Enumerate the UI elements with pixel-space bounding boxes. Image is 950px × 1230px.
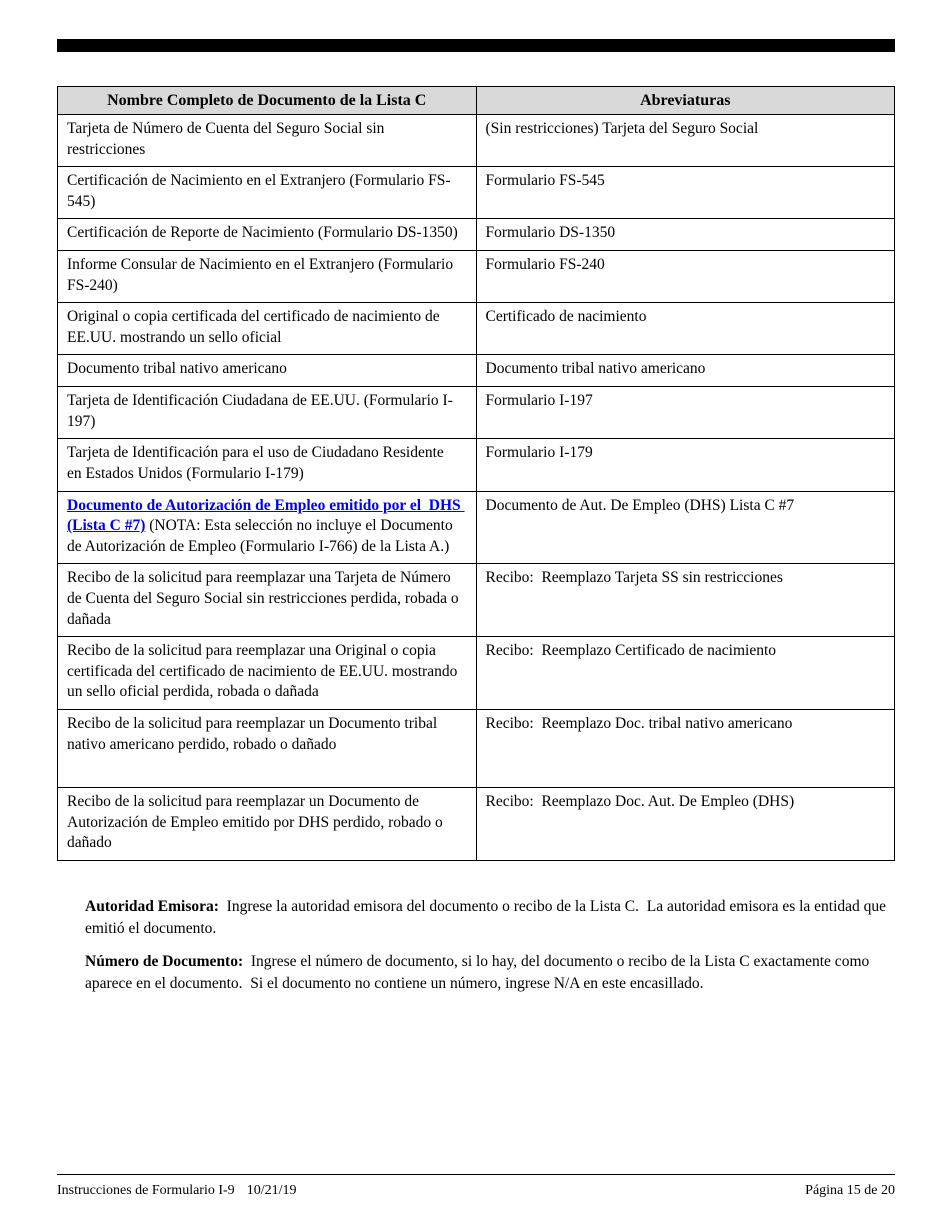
footer-left bbox=[57, 1183, 296, 1199]
table-row bbox=[58, 355, 895, 387]
abbreviation-cell: Documento de Aut. De Empleo (DHS) Lista C #7 bbox=[476, 491, 895, 564]
dhs-note-text: (NOTA: Esta selección no incluye el Documento de Autorización de Empleo (Formulario I-766) de la Lista A.) bbox=[67, 517, 457, 555]
issuing-authority-label: Autoridad Emisora: bbox=[85, 898, 219, 915]
table-row bbox=[58, 303, 895, 355]
table-header-row bbox=[58, 87, 895, 115]
document-name-cell: Recibo de la solicitud para reemplazar un Documento de Autorización de Empleo emitido por DHS perdido, robado o dañado bbox=[58, 788, 477, 861]
abbreviation-cell: Documento tribal nativo americano bbox=[476, 355, 895, 387]
dhs-employment-authorization-link[interactable]: Documento de Autorización de Empleo emitido por el DHS (Lista C #7) bbox=[67, 496, 465, 535]
abbreviation-cell: Formulario FS-545 bbox=[476, 167, 895, 219]
document-name-cell bbox=[58, 491, 477, 564]
document-name-cell: Certificación de Nacimiento en el Extranjero (Formulario FS-545) bbox=[58, 167, 477, 219]
document-number-text: Ingrese el número de documento, si lo hay, del documento o recibo de la Lista C exactamente como aparece en el documento. Si el documento no contiene un número, ingrese N/A en este encasillado. bbox=[85, 953, 874, 992]
footer-doc-title: Instrucciones de Formulario I-9 bbox=[57, 1183, 235, 1198]
abbreviation-cell: Recibo: Reemplazo Certificado de nacimiento bbox=[476, 637, 895, 710]
abbreviation-cell: Formulario I-179 bbox=[476, 439, 895, 491]
document-number-label: Número de Documento: bbox=[85, 953, 244, 970]
footer-page-number: Página 15 de 20 bbox=[805, 1183, 895, 1198]
document-name-cell: Certificación de Reporte de Nacimiento (Formulario DS-1350) bbox=[58, 219, 477, 251]
table-row bbox=[58, 564, 895, 637]
table-row bbox=[58, 439, 895, 491]
table-row bbox=[58, 491, 895, 564]
table-row bbox=[58, 637, 895, 710]
abbreviation-cell: Formulario I-197 bbox=[476, 387, 895, 439]
table-row bbox=[58, 167, 895, 219]
footer bbox=[57, 1183, 895, 1199]
document-name-cell: Recibo de la solicitud para reemplazar una Original o copia certificada del certificado de nacimiento de EE.UU. mostrando un sello oficial perdida, robada o dañada bbox=[58, 637, 477, 710]
table-row bbox=[58, 788, 895, 861]
footer-rule bbox=[57, 1174, 895, 1175]
document-name-cell: Recibo de la solicitud para reemplazar un Documento tribal nativo americano perdido, robado o dañado bbox=[58, 710, 477, 788]
table-row bbox=[58, 219, 895, 251]
document-number-note bbox=[85, 951, 895, 995]
abbreviation-cell: Recibo: Reemplazo Tarjeta SS sin restricciones bbox=[476, 564, 895, 637]
document-name-cell: Recibo de la solicitud para reemplazar una Tarjeta de Número de Cuenta del Seguro Social sin restricciones perdida, robada o dañada bbox=[58, 564, 477, 637]
list-c-documents-table bbox=[57, 86, 895, 861]
document-name-cell: Informe Consular de Nacimiento en el Extranjero (Formulario FS-240) bbox=[58, 251, 477, 303]
abbreviation-cell: Recibo: Reemplazo Doc. tribal nativo americano bbox=[476, 710, 895, 788]
table-row bbox=[58, 387, 895, 439]
abbreviation-cell: Formulario FS-240 bbox=[476, 251, 895, 303]
document-name-cell: Tarjeta de Identificación Ciudadana de EE.UU. (Formulario I-197) bbox=[58, 387, 477, 439]
top-rule bbox=[57, 39, 895, 52]
abbreviation-cell: (Sin restricciones) Tarjeta del Seguro Social bbox=[476, 115, 895, 167]
abbreviation-cell: Formulario DS-1350 bbox=[476, 219, 895, 251]
abbreviation-cell: Certificado de nacimiento bbox=[476, 303, 895, 355]
document-name-cell: Tarjeta de Número de Cuenta del Seguro Social sin restricciones bbox=[58, 115, 477, 167]
document-name-cell: Tarjeta de Identificación para el uso de Ciudadano Residente en Estados Unidos (Formulario I-179) bbox=[58, 439, 477, 491]
abbreviation-cell: Recibo: Reemplazo Doc. Aut. De Empleo (DHS) bbox=[476, 788, 895, 861]
notes-section bbox=[85, 896, 895, 1006]
table-row bbox=[58, 115, 895, 167]
column-header-abbreviations: Abreviaturas bbox=[476, 87, 895, 115]
document-name-cell: Original o copia certificada del certificado de nacimiento de EE.UU. mostrando un sello oficial bbox=[58, 303, 477, 355]
table-row bbox=[58, 251, 895, 303]
document-name-cell: Documento tribal nativo americano bbox=[58, 355, 477, 387]
issuing-authority-text: Ingrese la autoridad emisora del documento o recibo de la Lista C. La autoridad emisora es la entidad que emitió el documento. bbox=[85, 898, 890, 937]
footer-date: 10/21/19 bbox=[246, 1183, 297, 1198]
table-row bbox=[58, 710, 895, 788]
issuing-authority-note bbox=[85, 896, 895, 940]
column-header-document-name: Nombre Completo de Documento de la Lista C bbox=[58, 87, 477, 115]
